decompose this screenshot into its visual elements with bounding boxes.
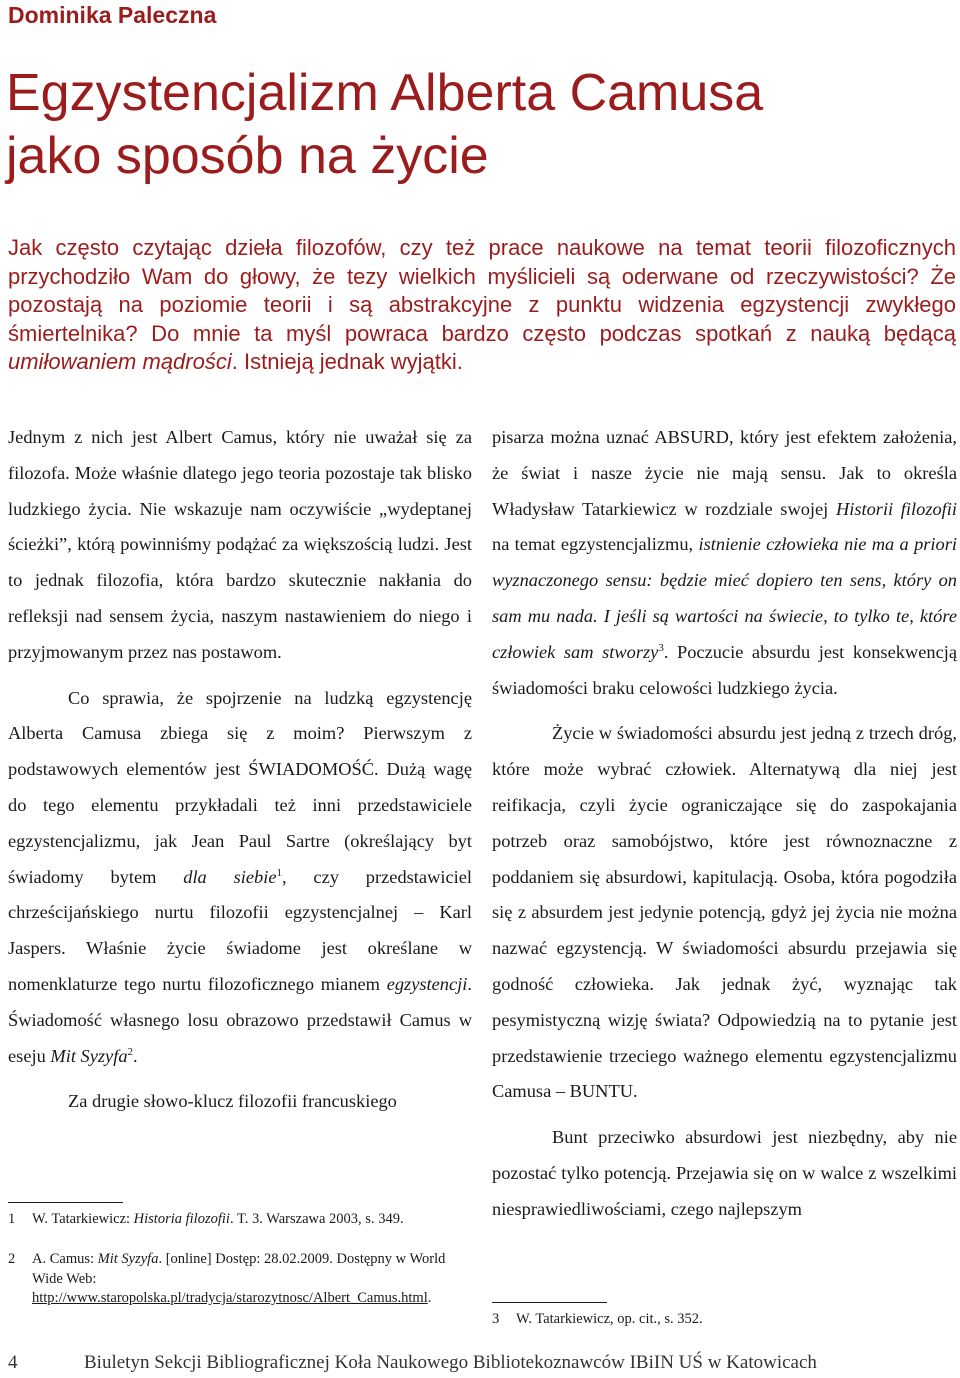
title-line-1: Egzystencjalizm Alberta Camusa [6, 64, 764, 122]
italic-term: Mit Syzyfa [97, 1251, 159, 1267]
paragraph: Za drugie słowo-klucz filozofii francuskiego [68, 1091, 397, 1112]
paragraph [492, 420, 957, 706]
footnote-1 [8, 1210, 472, 1230]
footnote-text [32, 1210, 472, 1230]
paragraph: Jednym z nich jest Albert Camus, który nie uważał się za filozofa. Może właśnie dlatego jego teoria pozostaje tak blisko ludzkiego życia. Nie wskazuje nam oczywiście „wydeptanej ścieżki”, którą powinniśmy podążać za większością ludzi. Jest to jednak filozofia, która bardzo skutecznie nakłania do refleksji nad sensem życia, naszym nastawieniem do niego i przyjmowanym przez nas postawom. [8, 427, 472, 662]
source-link[interactable]: http://www.staropolska.pl/tradycja/starozytnosc/Albert_Camus.html [32, 1290, 428, 1306]
lead-text: Jak często czytając dzieła filozofów, czy też prace naukowe na temat teorii filozoficznych przychodziło Wam do głowy, że tezy wielkich myślicieli są oderwane od rzeczywistości? Że pozostają na poziomie teorii i są abstrakcyjne z punktu widzenia egzystencji zwykłego śmiertelnika? Do mnie ta myśl powraca bardzo często podczas spotkań z nauką będącą [8, 235, 956, 346]
italic-term: Historia filozofii [133, 1211, 230, 1227]
text-run: . T. 3. Warszawa 2003, s. 349. [229, 1211, 404, 1227]
text-run: . Poczucie absurdu jest konsekwencją świadomości braku celowości ludzkiego życia. [492, 641, 958, 698]
italic-term: Historii filozofii [835, 498, 958, 519]
text-run: . [427, 1290, 432, 1306]
text-run: , czy przedstawiciel chrześcijańskiego nurtu filozofii egzystencjalnej – Karl Jaspers. Właśnie życie świadome jest określane w nomenklaturze tego nurtu filozoficznego mianem [8, 866, 472, 994]
article-title [6, 62, 763, 188]
footnote-number: 3 [492, 1311, 500, 1327]
text-run: . Świadomość własnego losu obrazowo przedstawił Camus w eseju [8, 973, 472, 1066]
footnote-2 [8, 1250, 472, 1309]
text-run: A. Camus: [32, 1251, 98, 1267]
text-run: Co sprawia, że spojrzenie na ludzką egzystencję Alberta Camusa zbiega się z moim? Pierwszym z podstawowych elementów jest ŚWIADOMOŚĆ. Dużą wagę do tego elementu przykładali też inni przedstawiciele egzystencjalizmu, jak Jean Paul Sartre (określający byt świadomy bytem [8, 687, 472, 887]
italic-term: Mit Syzyfa [50, 1045, 128, 1066]
footnote-number: 2 [8, 1251, 16, 1267]
right-column [492, 420, 957, 1228]
italic-quote: istnienie człowieka nie ma a priori wyznaczonego sensu: będzie mieć dopiero ten sens, który on sam mu nada. I jeśli są wartości na świecie, to tylko te, które człowiek sam stworzy [492, 534, 957, 662]
footnote-3 [492, 1310, 892, 1330]
text-run: W. Tatarkiewicz: [32, 1211, 134, 1227]
text-run: na temat egzystencjalizmu, [492, 534, 699, 555]
paragraph: Bunt przeciwko absurdowi jest niezbędny, aby nie pozostać tylko potencją. Przejawia się on w walce z wszelkimi niesprawiedliwościami, czego najlepszym [492, 1127, 957, 1219]
paragraph [8, 681, 472, 1075]
lead-paragraph [8, 234, 956, 377]
lead-emphasis: umiłowaniem mądrości [8, 349, 232, 374]
lead-text-end: . Istnieją jednak wyjątki. [231, 349, 463, 374]
italic-term: dla siebie [183, 866, 277, 887]
paragraph: Życie w świadomości absurdu jest jedną z trzech dróg, które może wybrać człowiek. Alternatywą dla niej jest reifikacja, czyli życie ograniczające się do zaspokajania potrzeb oraz samobójstwo, które jest równoznaczne z poddaniem się absurdowi, kapitulacją. Osoba, która pogodziła się z absurdem jest jedynie potencją, gdyż jej życia nie można nazwać egzystencją. W świadomości absurdu przejawia się godność człowieka. Jak jednak żyć, wyznając tak pesymistyczną wizję świata? Odpowiedzią na to pytanie jest przedstawienie trzeciego ważnego elementu egzystencjalizmu Camusa – BUNTU. [492, 723, 957, 1102]
footnote-text [32, 1250, 472, 1309]
author-name: Dominika Paleczna [8, 2, 217, 28]
text-run: . [133, 1045, 138, 1066]
footnote-ref-3[interactable]: 3 [658, 641, 664, 654]
text-run: pisarza można uznać ABSURD, który jest efektem założenia, że świat i nasze życie nie mają sensu. Jak to określa Władysław Tatarkiewicz w rozdziale swojej [492, 427, 957, 519]
footnote-divider [492, 1302, 607, 1303]
italic-term: egzystencji [386, 973, 468, 994]
footnote-text: W. Tatarkiewicz, op. cit., s. 352. [516, 1311, 703, 1327]
left-column [8, 420, 472, 1120]
footnote-ref-1[interactable]: 1 [276, 866, 282, 879]
footnote-divider [8, 1202, 123, 1203]
footnote-number: 1 [8, 1211, 16, 1227]
page-number: 4 [8, 1352, 18, 1373]
title-line-2: jako sposób na życie [6, 127, 489, 185]
footnote-ref-2[interactable]: 2 [127, 1045, 134, 1058]
journal-name: Biuletyn Sekcji Bibliograficznej Koła Naukowego Bibliotekoznawców IBiIN UŚ w Katowicach [84, 1352, 817, 1373]
text-run: . [online] Dostęp: 28.02.2009. Dostępny w World Wide Web: [32, 1251, 446, 1287]
